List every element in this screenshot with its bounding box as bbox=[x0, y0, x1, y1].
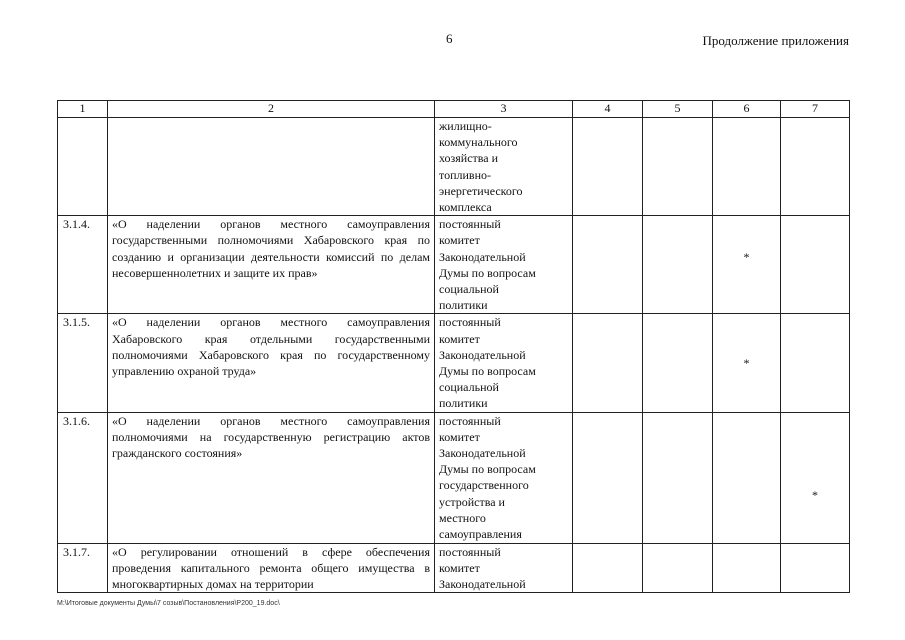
column-header: 4 bbox=[573, 101, 643, 118]
row-title: «О наделении органов местного самоуправления Хабаровского края отдельными государственными полномочиями Хабаровского края по государственному управлению охраной труда» bbox=[108, 314, 435, 412]
column-header: 1 bbox=[58, 101, 108, 118]
row-mark-col6 bbox=[713, 118, 781, 216]
column-header: 7 bbox=[781, 101, 850, 118]
column-header: 2 bbox=[108, 101, 435, 118]
row-mark-col5 bbox=[643, 216, 713, 314]
column-header: 6 bbox=[713, 101, 781, 118]
row-responsible: жилищно- коммунального хозяйства и топливно- энергетического комплекса bbox=[435, 118, 573, 216]
row-responsible: постоянный комитет Законодательной Думы по вопросам социальной политики bbox=[435, 216, 573, 314]
row-mark-col5 bbox=[643, 314, 713, 412]
row-title: «О регулировании отношений в сфере обеспечения проведения капитального ремонта общего имущества в многоквартирных домах на территории bbox=[108, 543, 435, 593]
row-number: 3.1.4. bbox=[58, 216, 108, 314]
column-header: 3 bbox=[435, 101, 573, 118]
row-mark-col7 bbox=[781, 543, 850, 593]
table-row bbox=[58, 412, 850, 543]
row-mark-col6: * bbox=[713, 216, 781, 314]
row-number bbox=[58, 118, 108, 216]
row-mark-col7 bbox=[781, 314, 850, 412]
row-mark-col7: * bbox=[781, 412, 850, 543]
appendix-table bbox=[57, 100, 850, 593]
row-mark-col4 bbox=[573, 216, 643, 314]
row-title: «О наделении органов местного самоуправления государственными полномочиями Хабаровского края по созданию и организации деятельности комиссий по делам несовершеннолетних и защите их прав» bbox=[108, 216, 435, 314]
table-header-row bbox=[58, 101, 850, 118]
row-number: 3.1.6. bbox=[58, 412, 108, 543]
column-header: 5 bbox=[643, 101, 713, 118]
row-mark-col4 bbox=[573, 118, 643, 216]
row-mark-col6: * bbox=[713, 314, 781, 412]
row-mark-col6 bbox=[713, 412, 781, 543]
row-responsible: постоянный комитет Законодательной Думы по вопросам государственного устройства и местного самоуправления bbox=[435, 412, 573, 543]
table-row bbox=[58, 118, 850, 216]
row-mark-col6 bbox=[713, 543, 781, 593]
row-mark-col5 bbox=[643, 118, 713, 216]
row-mark-col7 bbox=[781, 216, 850, 314]
footer-file-path: M:\Итоговые документы Думы\7 созыв\Постановления\P200_19.doc\ bbox=[57, 600, 280, 607]
row-title: «О наделении органов местного самоуправления полномочиями на государственную регистрацию актов гражданского состояния» bbox=[108, 412, 435, 543]
continuation-label: Продолжение приложения bbox=[702, 33, 849, 48]
page-number: 6 bbox=[446, 31, 453, 46]
row-mark-col4 bbox=[573, 412, 643, 543]
row-responsible: постоянный комитет Законодательной Думы по вопросам социальной политики bbox=[435, 314, 573, 412]
table-row bbox=[58, 543, 850, 593]
row-mark-col5 bbox=[643, 543, 713, 593]
table-row bbox=[58, 216, 850, 314]
row-responsible: постоянный комитет Законодательной bbox=[435, 543, 573, 593]
row-number: 3.1.5. bbox=[58, 314, 108, 412]
row-title bbox=[108, 118, 435, 216]
row-mark-col4 bbox=[573, 543, 643, 593]
row-mark-col4 bbox=[573, 314, 643, 412]
row-number: 3.1.7. bbox=[58, 543, 108, 593]
row-mark-col5 bbox=[643, 412, 713, 543]
row-mark-col7 bbox=[781, 118, 850, 216]
table-row bbox=[58, 314, 850, 412]
